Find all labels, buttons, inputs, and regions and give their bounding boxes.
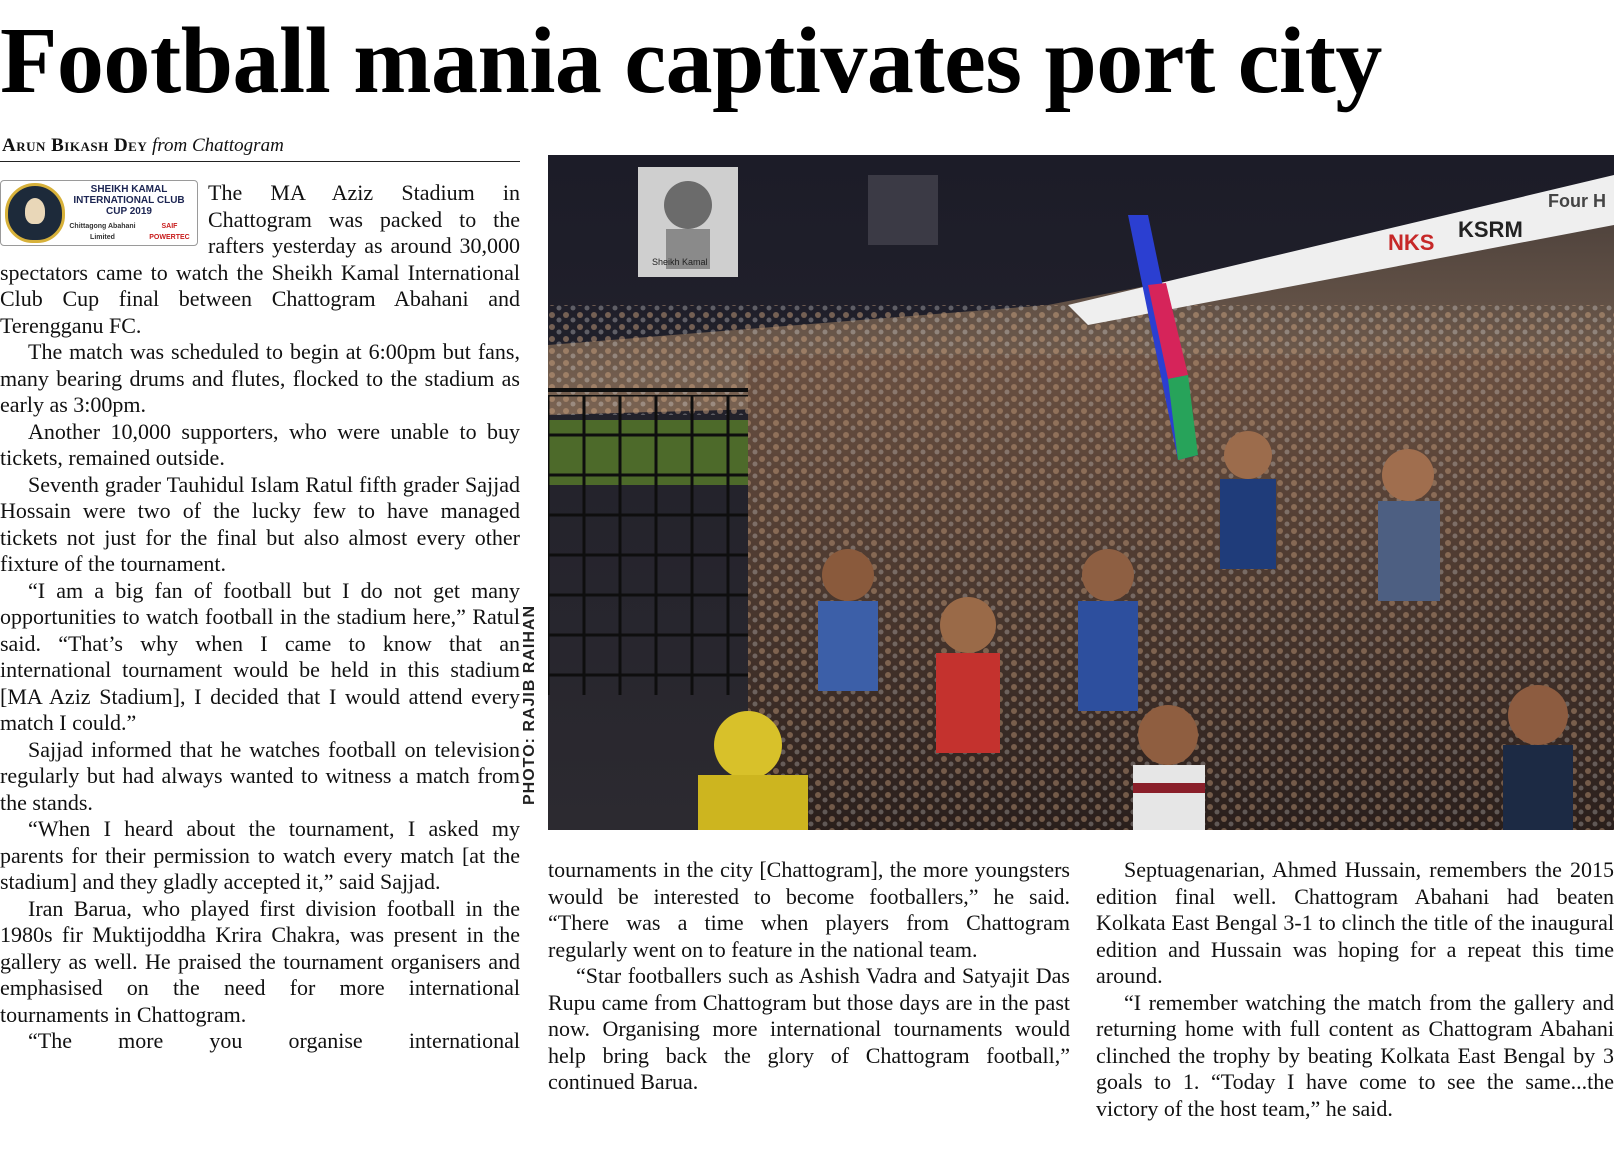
headline: Football mania captivates port city: [0, 9, 1382, 113]
paragraph: The MA Aziz Stadium in Chattogram was packed to the rafters yesterday as around 30,000 spectators came to watch the Sheikh Kamal International Club Cup final between Chattogram Abahani and Terengganu FC.: [0, 180, 520, 338]
tournament-emblem-icon: [5, 183, 65, 243]
paragraph: “I remember watching the match from the gallery and returning home with full content as Chattogram Abahani clinched the trophy by beating Kolkata East Bengal by 3 goals to 1. “Today I have come to see the same...the victory of the host team,” he said.: [1096, 989, 1614, 1121]
tournament-logo-text: [65, 184, 193, 243]
banner-nks-text: NKS: [1388, 230, 1435, 255]
logo-title-line-1: SHEIKH KAMAL: [90, 183, 168, 195]
tournament-logo: [0, 180, 198, 246]
paragraph: tournaments in the city [Chattogram], the more youngsters would be interested to become footballers,” he said. “There was a time when players from Chattogram regularly went on to feature in the national team.: [548, 857, 1070, 962]
paragraph: “The more you organise international: [28, 1028, 520, 1053]
logo-sponsor-abahani: Chittagong Abahani Limited: [69, 222, 136, 241]
paragraph: Seventh grader Tauhidul Islam Ratul fifth grader Sajjad Hossain were two of the lucky few to have managed tickets not just for the final but also almost every other fixture of the tournament.: [0, 471, 520, 576]
article-column-1: [0, 180, 520, 1055]
crowd-photo-illustration: [548, 155, 1614, 830]
article-column-2: [548, 857, 1070, 1096]
paragraph: Septuagenarian, Ahmed Hussain, remembers the 2015 edition final well. Chattogram Abahani had beaten Kolkata East Bengal 3-1 to clinch the title of the inaugural edition and Hussain was hoping for a repeat this time around.: [1096, 857, 1614, 988]
logo-sponsor-saif: SAIF POWERTEC: [149, 222, 190, 241]
byline-rule: [0, 161, 520, 162]
byline-author: Arun Bikash Dey: [2, 135, 148, 156]
banner-fourh-text: Four H: [1548, 191, 1606, 211]
article-column-3: [1096, 857, 1614, 1122]
stadium-crowd-photo: [548, 155, 1614, 830]
paragraph: Iran Barua, who played first division football in the 1980s fir Muktijoddha Krira Chakra, was present in the gallery as well. He praised the tournament organisers and emphasised on the need for more international tournaments in Chattogram.: [0, 895, 520, 1027]
logo-title-line-3: CUP 2019: [106, 205, 152, 217]
billboard-text: Sheikh Kamal: [652, 257, 708, 267]
paragraph: “Star footballers such as Ashish Vadra and Satyajit Das Rupu came from Chattogram but those days are in the past now. Organising more international tournaments would help bring back the glory of Chattogram football,” continued Barua.: [548, 963, 1070, 1094]
byline: [2, 134, 284, 158]
paragraph: Sajjad informed that he watches football on television regularly but had always wanted to witness a match from the stands.: [0, 736, 520, 815]
logo-title-line-2: INTERNATIONAL CLUB: [73, 194, 185, 206]
logo-sponsors: [65, 221, 193, 243]
paragraph: “I am a big fan of football but I do not get many opportunities to watch football in the stadium here,” Ratul said. “That’s why when I came to know that an international tournament would be held in this stadium [MA Aziz Stadium], I decided that I would attend every match I could.”: [0, 577, 520, 735]
photo-credit-text: PHOTO: RAJIB RAIHAN: [521, 604, 538, 806]
byline-location: from Chattogram: [152, 135, 284, 156]
photo-credit: [512, 580, 548, 830]
banner-ksrm-text: KSRM: [1458, 217, 1523, 242]
paragraph: The match was scheduled to begin at 6:00pm but fans, many bearing drums and flutes, flocked to the stadium as early as 3:00pm.: [0, 339, 520, 417]
paragraph: Another 10,000 supporters, who were unable to buy tickets, remained outside.: [0, 418, 520, 470]
paragraph: “When I heard about the tournament, I asked my parents for their permission to watch every match [at the stadium] and they gladly accepted it,” said Sajjad.: [0, 816, 520, 894]
